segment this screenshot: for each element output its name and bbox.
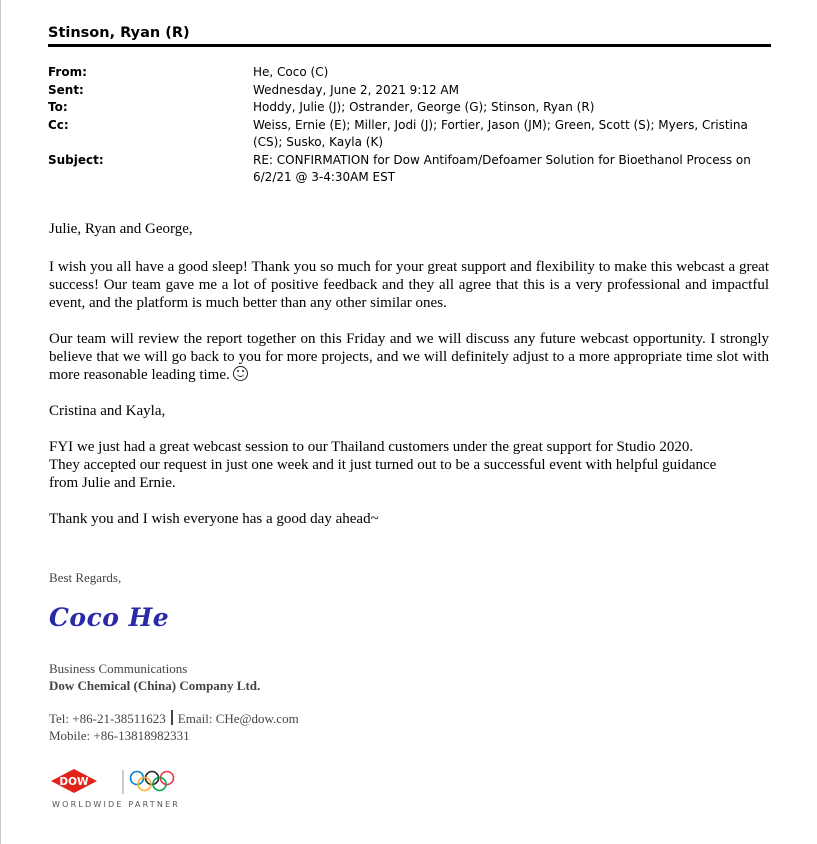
- dow-logo-icon: [49, 766, 189, 798]
- tel-number: Tel: +86-21-38511623: [49, 711, 166, 726]
- worldwide-partner-text: WORLDWIDE PARTNER: [52, 800, 181, 809]
- sent-value: Wednesday, June 2, 2021 9:12 AM: [253, 82, 459, 97]
- header-rule: [48, 44, 771, 47]
- cc-value: Weiss, Ernie (E); Miller, Jodi (J); Fortier, Jason (JM); Green, Scott (S); Myers, Cristina (CS); Susko, Kayla (K): [253, 117, 748, 149]
- department-name: Business Communications: [49, 661, 188, 676]
- paragraph-review: [49, 330, 769, 384]
- greeting-julie-ryan-george: Julie, Ryan and George,: [49, 221, 193, 237]
- subject-row: [48, 152, 778, 187]
- mailbox-owner: Stinson, Ryan (R): [48, 25, 190, 41]
- email-body: [49, 220, 769, 528]
- from-label: From:: [48, 65, 87, 79]
- paragraph-fyi-line1: FYI we just had a great webcast session to our Thailand customers under the great support for Studio 2020.: [49, 439, 694, 455]
- subject-value: RE: CONFIRMATION for Dow Antifoam/Defoamer Solution for Bioethanol Process on 6/2/21 @ 3-4:30AM EST: [253, 152, 751, 184]
- dow-logo-text: DOW: [59, 776, 89, 788]
- email-header: [48, 64, 778, 187]
- contact-separator: [171, 710, 173, 725]
- signature-org: [49, 660, 260, 694]
- paragraph-review-text: Our team will review the report together on this Friday and we will discuss any future webcast opportunity. I strongly believe that we will go back to you for more projects, and we will definitely adjust to a more appropriate time slot with more reasonable leading time.: [49, 331, 769, 383]
- greeting-cristina-kayla: Cristina and Kayla,: [49, 403, 166, 419]
- best-regards: Best Regards,: [49, 570, 122, 585]
- handwritten-signature: Coco He: [49, 603, 170, 632]
- contact-info: [49, 710, 299, 744]
- paragraph-fyi-line3: from Julie and Ernie.: [49, 475, 176, 491]
- paragraph-thanks: I wish you all have a good sleep! Thank you so much for your great support and flexibility to make this webcast a great success! Our team gave me a lot of positive feedback and they all agree that this is a very professional and impactful event, and the platform is much better than any other similar ones.: [49, 259, 769, 311]
- contact-line: [49, 710, 299, 727]
- cc-row: [48, 117, 778, 152]
- to-row: [48, 99, 778, 117]
- from-row: [48, 64, 778, 82]
- dow-olympic-logo: [49, 766, 189, 803]
- sent-row: [48, 82, 778, 100]
- closing-line: Thank you and I wish everyone has a good day ahead~: [49, 511, 379, 527]
- smiley-icon: [233, 366, 248, 381]
- page-left-border: [0, 0, 1, 844]
- olympic-rings-icon: [131, 772, 174, 791]
- subject-label: Subject:: [48, 152, 104, 167]
- from-value: He, Coco (C): [253, 65, 329, 79]
- to-label: To:: [48, 100, 68, 114]
- to-value: Hoddy, Julie (J); Ostrander, George (G); Stinson, Ryan (R): [253, 100, 595, 114]
- sent-label: Sent:: [48, 82, 84, 97]
- paragraph-fyi-line2: They accepted our request in just one week and it just turned out to be a successful event with helpful guidance: [49, 457, 717, 473]
- cc-label: Cc:: [48, 117, 69, 132]
- mobile-number: Mobile: +86-13818982331: [49, 728, 190, 743]
- company-name: Dow Chemical (China) Company Ltd.: [49, 678, 261, 693]
- email-address[interactable]: Email: CHe@dow.com: [177, 711, 299, 726]
